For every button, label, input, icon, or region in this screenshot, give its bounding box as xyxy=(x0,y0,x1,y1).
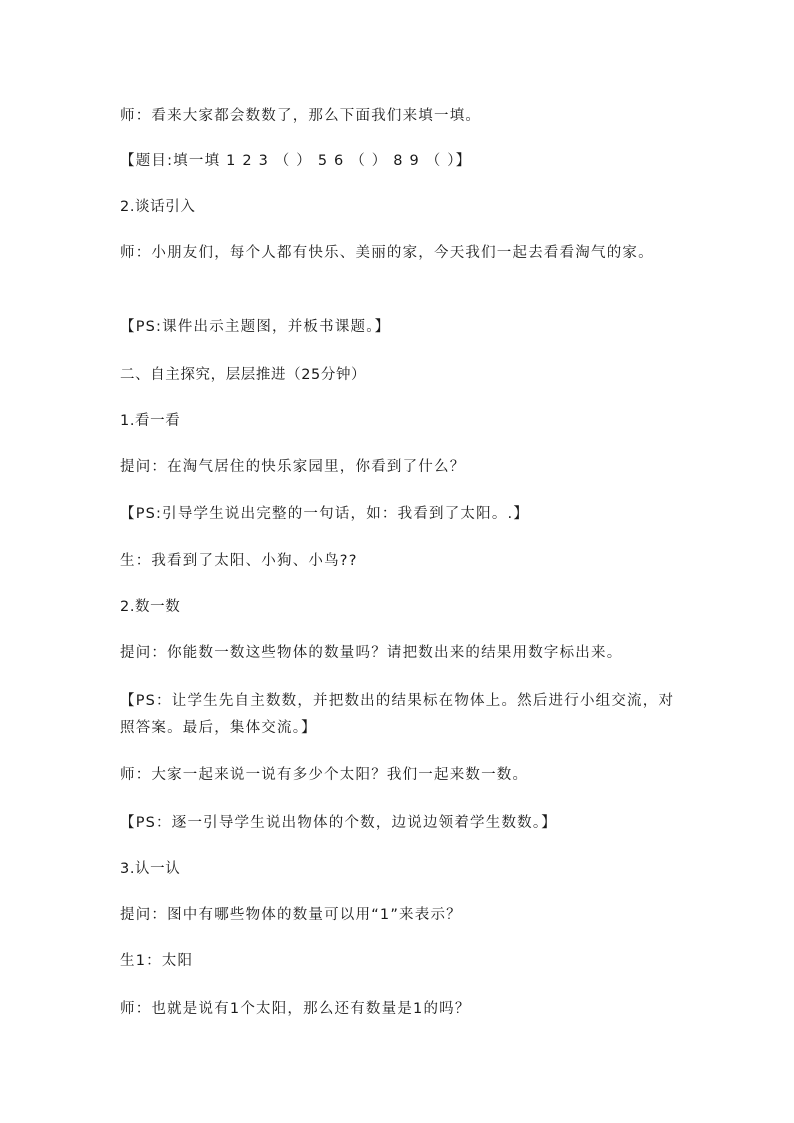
section-heading-conversation: 2.谈话引入 xyxy=(120,199,196,215)
paragraph-question-one: 提问：图中有哪些物体的数量可以用“1”来表示？ xyxy=(120,907,462,923)
section-heading-look: 1.看一看 xyxy=(120,413,181,429)
section-heading-count: 2.数一数 xyxy=(120,599,181,615)
section-heading-explore: 二、自主探究，层层推进（25分钟） xyxy=(120,367,367,383)
paragraph-question-see: 提问：在淘气居住的快乐家园里，你看到了什么？ xyxy=(120,459,466,475)
paragraph-ps-sentence: 【PS:引导学生说出完整的一句话，如：我看到了太阳。.】 xyxy=(120,506,530,522)
paragraph-ps-courseware: 【PS:课件出示主题图，并板书课题。】 xyxy=(120,319,391,335)
paragraph-student-answer: 生：我看到了太阳、小狗、小鸟?? xyxy=(120,553,358,569)
paragraph-student1-answer: 生1：太阳 xyxy=(120,953,194,969)
paragraph-fill-question: 【题目:填一填 1 2 3 （ ） 5 6 （ ） 8 9 （ ）】 xyxy=(120,153,472,169)
paragraph-ps-count-objects: 【PS：逐一引导学生说出物体的个数，边说边领着学生数数。】 xyxy=(120,815,557,831)
paragraph-teacher-home: 师：小朋友们，每个人都有快乐、美丽的家，今天我们一起去看看淘气的家。 xyxy=(120,245,654,261)
paragraph-question-count: 提问：你能数一数这些物体的数量吗？请把数出来的结果用数字标出来。 xyxy=(120,645,623,661)
paragraph-teacher-one-sun: 师：也就是说有1个太阳，那么还有数量是1的吗？ xyxy=(120,1001,471,1017)
paragraph-teacher-suns: 师：大家一起来说一说有多少个太阳？我们一起来数一数。 xyxy=(120,767,529,783)
paragraph-ps-group: 【PS：让学生先自主数数，并把数出的结果标在物体上。然后进行小组交流，对照答案。最后，集体交流。】 xyxy=(120,693,675,736)
section-heading-recognize: 3.认一认 xyxy=(120,861,181,877)
paragraph-teacher-fill-intro: 师：看来大家都会数数了，那么下面我们来填一填。 xyxy=(120,108,482,124)
